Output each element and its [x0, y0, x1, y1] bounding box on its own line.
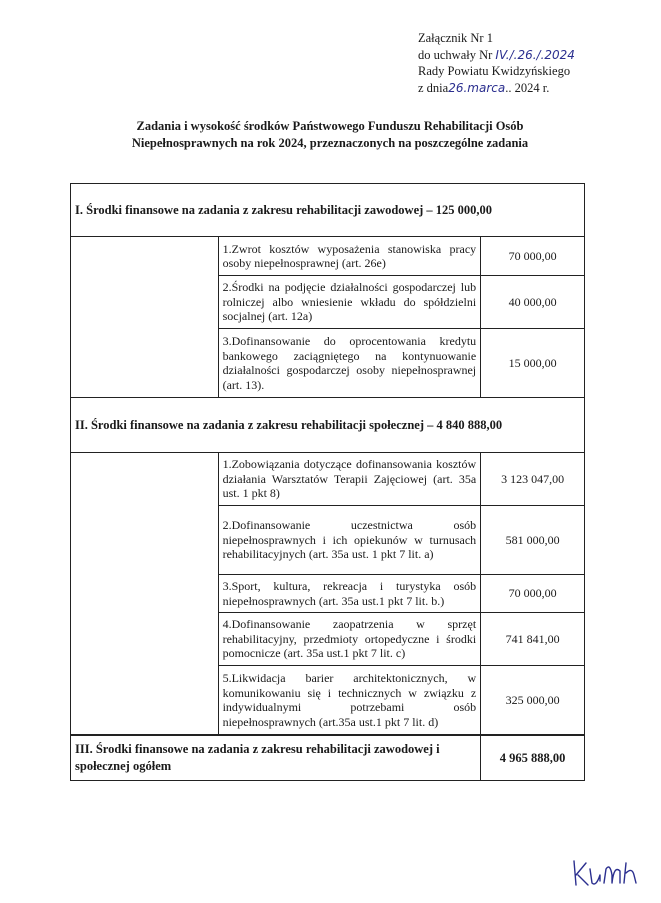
date-suffix: .. 2024 r. — [505, 80, 550, 95]
date-line — [418, 80, 575, 97]
item-description: 1.Zwrot kosztów wyposażenia stanowiska pracy osoby niepełnosprawnej (art. 26e) — [218, 237, 481, 276]
item-amount: 325 000,00 — [481, 666, 585, 736]
item-description: 4.Dofinansowanie zaopatrzenia w sprzęt rehabilitacyjny, przedmioty ortopedyczne i środki pomocnicze (art. 35a ust.1 pkt 7 lit. c) — [218, 613, 481, 666]
section-1-heading: I. Środki finansowe na zadania z zakresu rehabilitacji zawodowej – 125 000,00 — [71, 184, 585, 237]
title-line-2: Niepełnosprawnych na rok 2024, przeznaczonych na poszczególne zadania — [131, 136, 529, 150]
item-amount: 40 000,00 — [481, 276, 585, 329]
item-amount: 70 000,00 — [481, 575, 585, 613]
document-title — [70, 118, 590, 152]
item-description: 3.Dofinansowanie do oprocentowania kredytu bankowego zaciągniętego na kontynuowanie działalności gospodarczej osoby niepełnosprawnej (art. 13). — [218, 329, 481, 398]
section-heading-row — [71, 184, 585, 237]
allocation-table — [70, 183, 585, 781]
item-amount: 741 841,00 — [481, 613, 585, 666]
resolution-prefix: do uchwały Nr — [418, 47, 496, 62]
empty-cell — [71, 453, 219, 736]
item-description: 1.Zobowiązania dotyczące dofinansowania kosztów działania Warsztatów Terapii Zajęciowej (art. 35a ust. 1 pkt 8) — [218, 453, 481, 506]
date-prefix: z dnia — [418, 80, 449, 95]
attachment-number: Załącznik Nr 1 — [418, 31, 493, 45]
item-description: 5.Likwidacja barier architektonicznych, w komunikowaniu się i technicznych w związku z indywidualnymi potrzebami osób niepełnosprawnych (art.35a ust.1 pkt 7 lit. d) — [218, 666, 481, 736]
item-amount: 70 000,00 — [481, 237, 585, 276]
title-line-1: Zadania i wysokość środków Państwowego Funduszu Rehabilitacji Osób — [136, 119, 524, 133]
table-row — [71, 237, 585, 276]
date-handwritten: 26.marca — [448, 80, 506, 95]
item-amount: 15 000,00 — [481, 329, 585, 398]
council-name: Rady Powiatu Kwidzyńskiego — [418, 64, 571, 78]
item-description: 2.Środki na podjęcie działalności gospodarczej lub rolniczej albo wniesienie wkładu do spółdzielni socjalnej (art. 12a) — [218, 276, 481, 329]
resolution-number-line — [418, 47, 575, 64]
table-row — [71, 453, 585, 506]
resolution-number-handwritten: IV./.26./.2024 — [495, 47, 575, 62]
item-description: 3.Sport, kultura, rekreacja i turystyka osób niepełnosprawnych (art. 35a ust.1 pkt 7 lit. b.) — [218, 575, 481, 613]
total-label: III. Środki finansowe na zadania z zakresu rehabilitacji zawodowej i społecznej ogółem — [71, 735, 481, 781]
item-description: 2.Dofinansowanie uczestnictwa osób niepełnosprawnych i ich opiekunów w turnusach rehabilitacyjnych (art. 35a ust. 1 pkt 7 lit. a) — [218, 506, 481, 575]
item-amount: 3 123 047,00 — [481, 453, 585, 506]
signature-image — [570, 855, 650, 891]
section-heading-row — [71, 398, 585, 453]
section-2-heading: II. Środki finansowe na zadania z zakresu rehabilitacji społecznej – 4 840 888,00 — [71, 398, 585, 453]
item-amount: 581 000,00 — [481, 506, 585, 575]
total-amount: 4 965 888,00 — [481, 735, 585, 781]
attachment-header — [418, 30, 575, 96]
handwritten-signature — [570, 855, 650, 896]
total-row — [71, 735, 585, 781]
empty-cell — [71, 237, 219, 398]
